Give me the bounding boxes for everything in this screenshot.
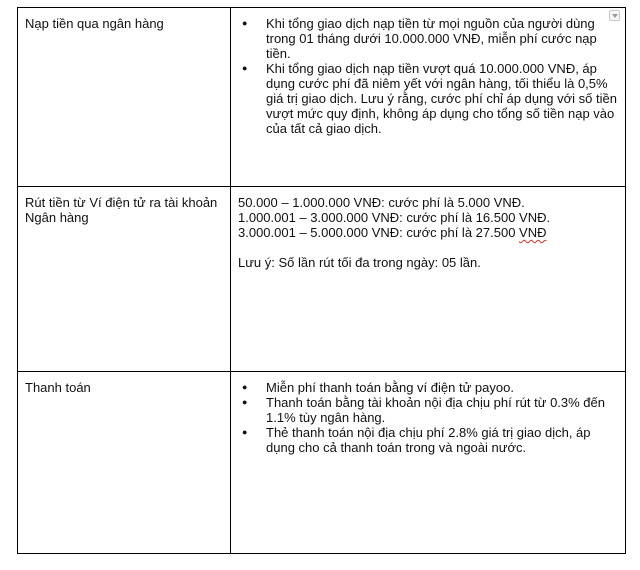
- row-label-cell[interactable]: [18, 187, 231, 372]
- spellcheck-flagged-word[interactable]: VNĐ: [519, 225, 547, 240]
- row-label: Rút tiền từ Ví điện tử ra tài khoản Ngân hàng: [25, 195, 218, 225]
- bullet-item: ● Miễn phí thanh toán bằng ví điện tử payoo.: [266, 380, 617, 395]
- fee-table: [17, 7, 626, 554]
- bullet-item-text: Khi tổng giao dịch nạp tiền vượt quá 10.000.000 VNĐ, áp dụng cước phí đã niêm yết với ngân hàng, tối thiểu là 0,5% giá trị giao dịch. Lưu ý rằng, cước phí chỉ áp dụng với số tiền vượt mức quy định, không áp dụng cho tổng số tiền nạp vào của tất cả giao dịch.: [266, 61, 617, 136]
- fee-line: 1.000.001 – 3.000.000 VNĐ: cước phí là 16.500 VNĐ.: [238, 210, 551, 225]
- table-row: [18, 8, 626, 187]
- dropdown-arrow-icon[interactable]: [609, 10, 620, 21]
- bullet-list: [238, 380, 617, 455]
- fee-lines: [238, 195, 617, 240]
- fee-line: 50.000 – 1.000.000 VNĐ: cước phí là 5.000 VNĐ.: [238, 195, 525, 210]
- bullet-list: [238, 16, 617, 136]
- row-label-cell[interactable]: [18, 8, 231, 187]
- table-row: [18, 187, 626, 372]
- row-detail-cell[interactable]: [231, 372, 626, 554]
- fee-line-text: 3.000.001 – 5.000.000 VNĐ: cước phí là 27.500: [238, 225, 520, 240]
- fee-line: [238, 225, 617, 240]
- row-label: Nạp tiền qua ngân hàng: [25, 16, 164, 31]
- bullet-item: ● Thanh toán bằng tài khoản nội địa chịu phí rút từ 0.3% đến 1.1% tùy ngân hàng.: [266, 395, 617, 425]
- withdraw-note: Lưu ý: Số lần rút tối đa trong ngày: 05 lần.: [238, 255, 481, 270]
- row-detail-cell[interactable]: [231, 8, 626, 187]
- bullet-item: ● Khi tổng giao dịch nạp tiền từ mọi nguồn của người dùng trong 01 tháng dưới 10.000.000 VNĐ, miễn phí cước nạp tiền.: [266, 16, 617, 61]
- bullet-item: [266, 61, 617, 136]
- bullet-item: ● Thẻ thanh toán nội địa chịu phí 2.8% giá trị giao dịch, áp dụng cho cả thanh toán trong và ngoài nước.: [266, 425, 617, 455]
- table-row: [18, 372, 626, 554]
- row-label: Thanh toán: [25, 380, 91, 395]
- row-label-cell[interactable]: [18, 372, 231, 554]
- row-detail-cell[interactable]: [231, 187, 626, 372]
